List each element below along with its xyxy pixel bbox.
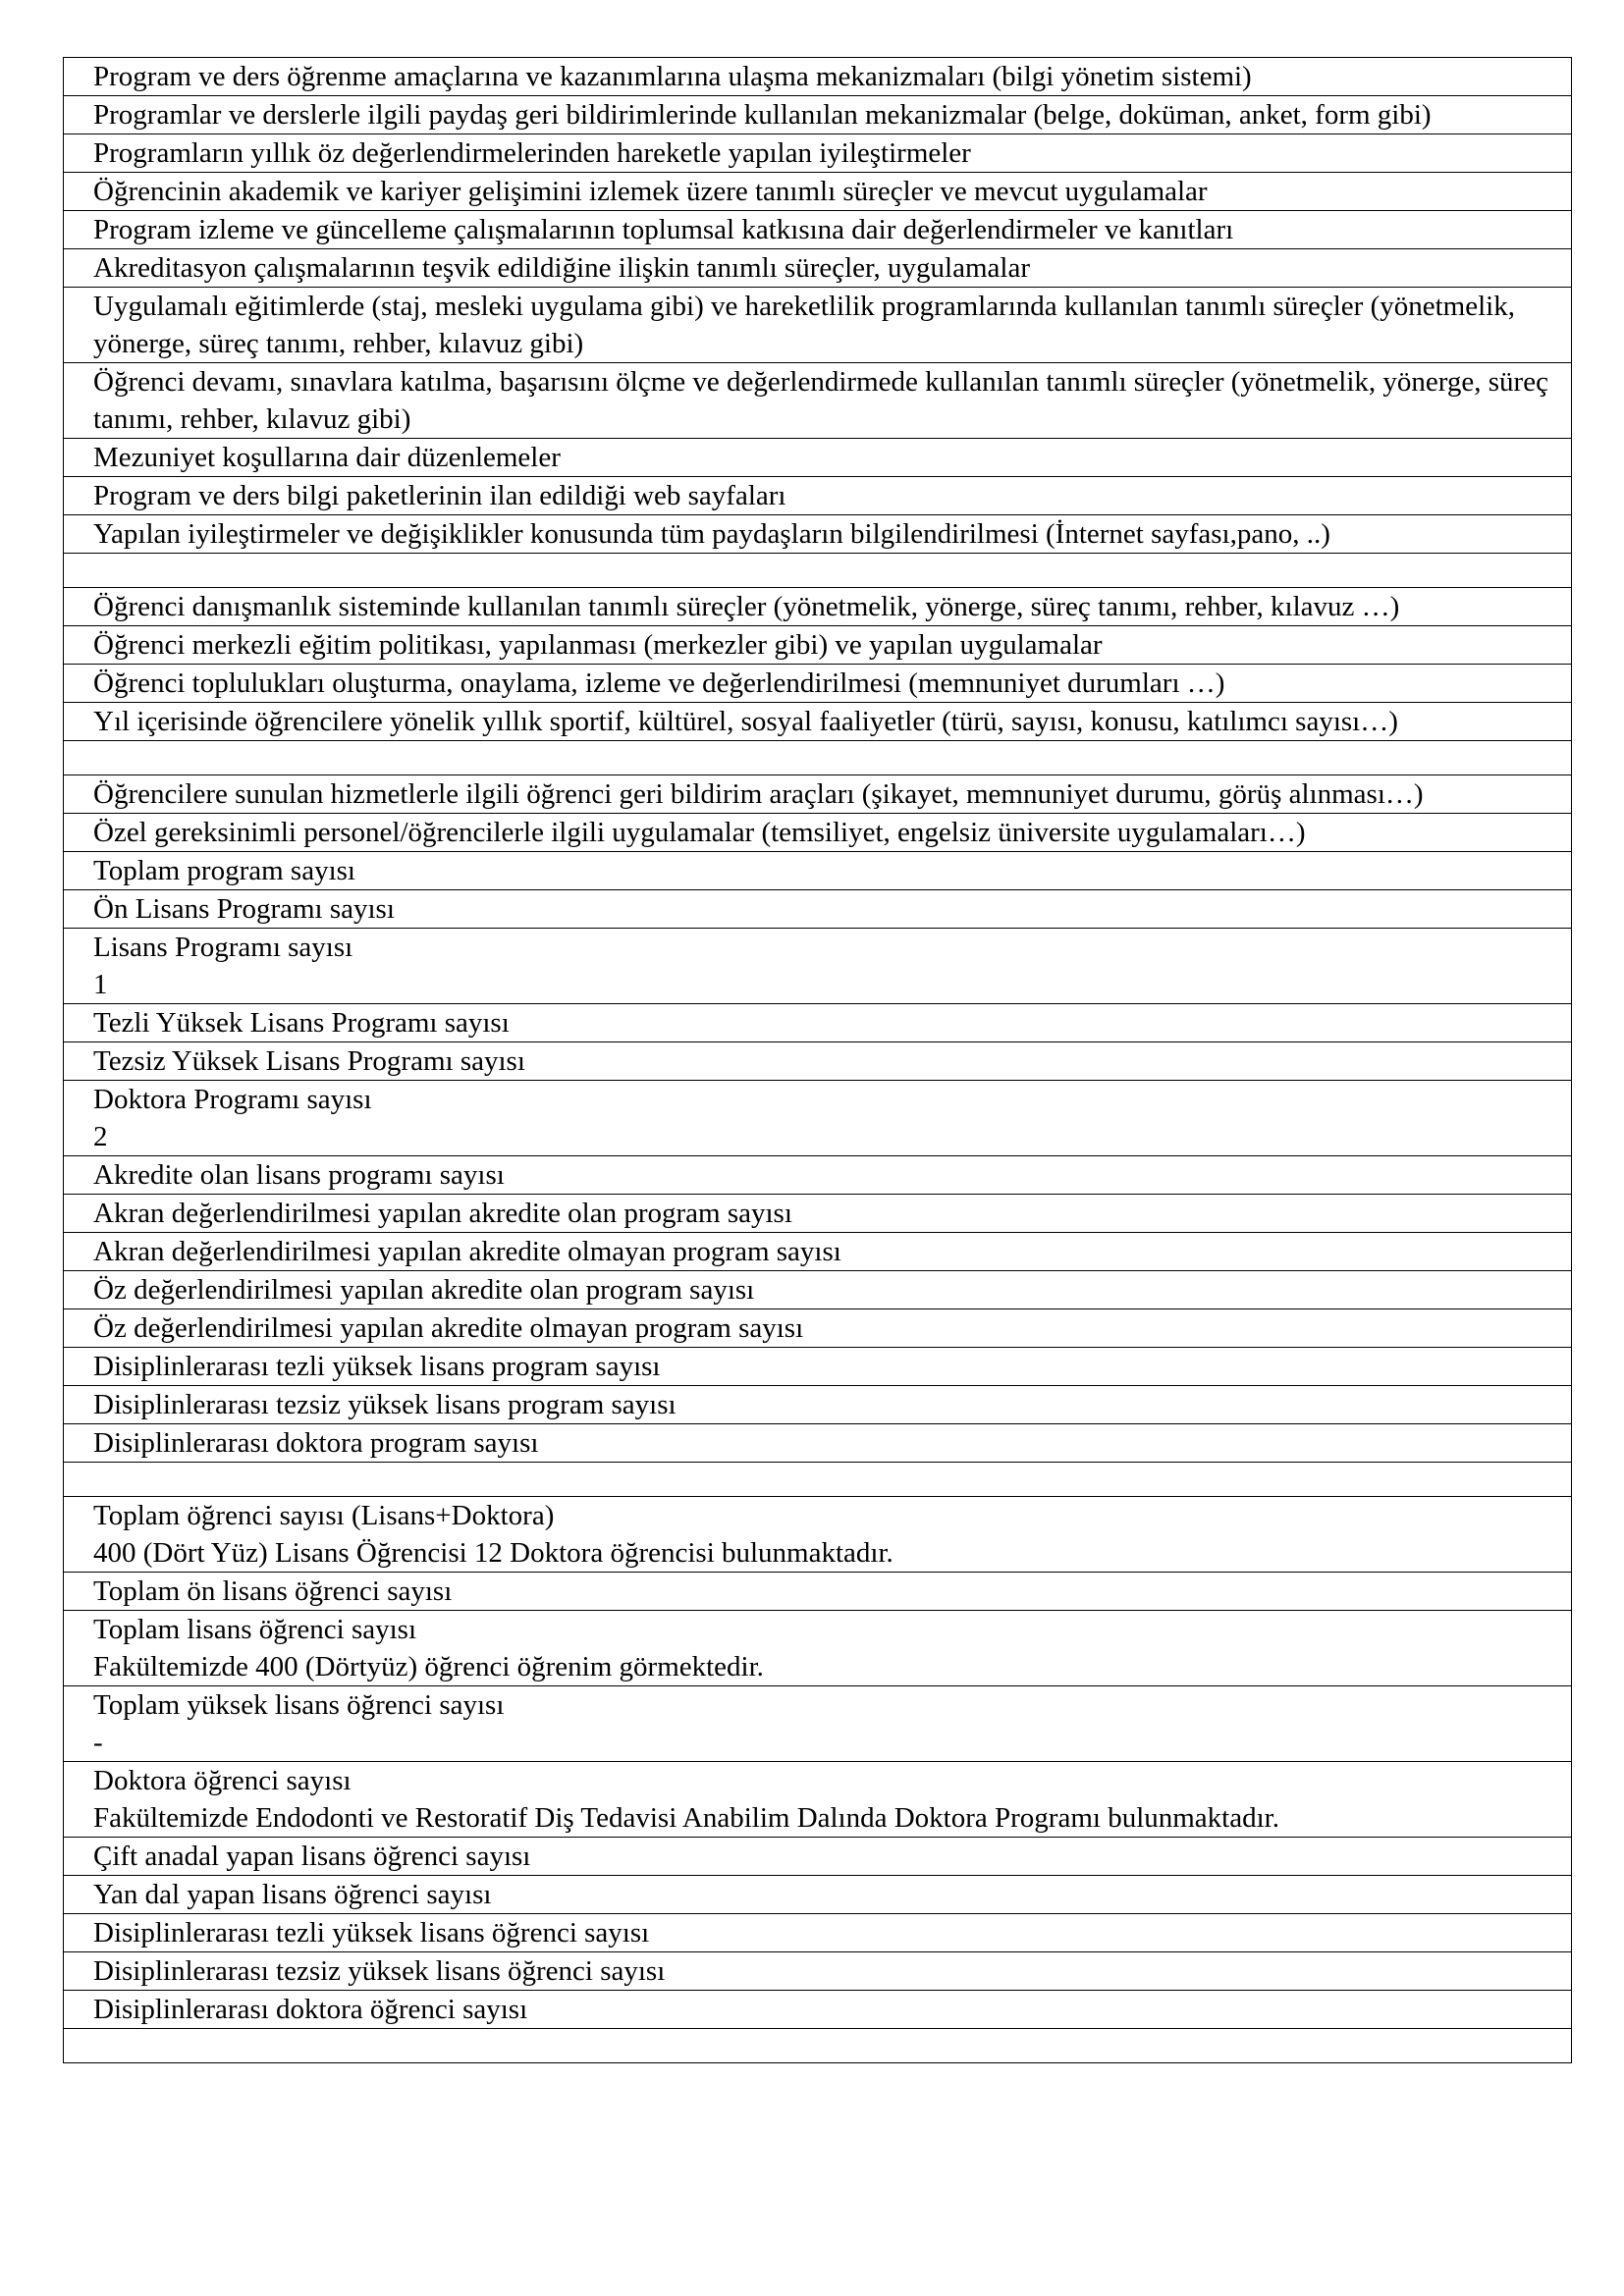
table-row [64,134,1572,173]
row-label: Yapılan iyileştirmeler ve değişiklikler konusunda tüm paydaşların bilgilendirilmesi (İnternet sayfası,pano, ..) [93,518,1330,550]
table-row [64,1762,1572,1838]
row-label: Toplam öğrenci sayısı (Lisans+Doktora) [93,1500,555,1531]
row-label: Disiplinlerarası tezli yüksek lisans öğrenci sayısı [93,1917,650,1949]
table-row [64,1573,1572,1611]
table-cell [64,1611,1572,1686]
document-table [63,57,1572,2063]
table-row [64,929,1572,1004]
table-cell [64,626,1572,665]
row-label: Öğrenci danışmanlık sisteminde kullanılan tanımlı süreçler (yönetmelik, yönerge, süreç tanımı, rehber, kılavuz …) [93,591,1400,622]
table-row [64,626,1572,665]
row-label: Öğrencinin akademik ve kariyer gelişimini izlemek üzere tanımlı süreçler ve mevcut uygulamalar [93,176,1208,207]
empty-table-cell [64,1463,1572,1497]
table-cell [64,1004,1572,1042]
row-label: Programların yıllık öz değerlendirmelerinden hareketle yapılan iyileştirmeler [93,137,971,169]
table-cell [64,288,1572,363]
row-label: Disiplinlerarası doktora öğrenci sayısı [93,1994,528,2025]
table-row [64,515,1572,554]
table-cell [64,96,1572,134]
row-label: Özel gereksinimli personel/öğrencilerle ilgili uygulamalar (temsiliyet, engelsiz üniversite uygulamaları…) [93,817,1306,848]
row-label: Program izleme ve güncelleme çalışmalarının toplumsal katkısına dair değerlendirmeler ve kanıtları [93,214,1234,245]
table-cell [64,1991,1572,2029]
row-label: Çift anadal yapan lisans öğrenci sayısı [93,1841,531,1872]
table-row [64,1004,1572,1042]
row-label: Öğrenci toplulukları oluşturma, onaylama, izleme ve değerlendirilmesi (memnuniyet durumları …) [93,667,1225,699]
table-cell [64,665,1572,703]
empty-table-cell [64,2029,1572,2063]
table-row [64,588,1572,626]
row-label: Öğrenci merkezli eğitim politikası, yapılanması (merkezler gibi) ve yapılan uygulamalar [93,629,1103,661]
table-row [64,1952,1572,1991]
table-row [64,363,1572,439]
table-row [64,852,1572,890]
table-cell [64,814,1572,852]
row-label: Uygulamalı eğitimlerde (staj, mesleki uygulama gibi) ve hareketlilik programlarında kullanılan tanımlı süreçler (yönetmelik, yönerge, süreç tanımı, rehber, kılavuz gibi) [93,291,1515,359]
row-label: Öz değerlendirilmesi yapılan akredite olan program sayısı [93,1274,755,1306]
table-cell [64,1914,1572,1952]
table-cell [64,363,1572,439]
row-label: Yıl içerisinde öğrencilere yönelik yıllık sportif, kültürel, sosyal faaliyetler (türü, sayısı, konusu, katılımcı sayısı…) [93,706,1398,737]
row-label: Öğrencilere sunulan hizmetlerle ilgili öğrenci geri bildirim araçları (şikayet, memnuniyet durumu, görüş alınması…) [93,778,1424,810]
row-value: Fakültemizde 400 (Dörtyüz) öğrenci öğrenim görmektedir. [93,1651,764,1682]
table-row [64,439,1572,477]
row-label: Tezsiz Yüksek Lisans Programı sayısı [93,1045,525,1077]
row-label: Programlar ve derslerle ilgili paydaş geri bildirimlerinde kullanılan mekanizmalar (belge, doküman, anket, form gibi) [93,99,1432,131]
table-row [64,741,1572,775]
row-label: Yan dal yapan lisans öğrenci sayısı [93,1879,492,1910]
table-row [64,1914,1572,1952]
row-label: Doktora öğrenci sayısı [93,1765,352,1796]
row-label: Disiplinlerarası tezsiz yüksek lisans program sayısı [93,1389,677,1420]
table-cell [64,588,1572,626]
table-row [64,554,1572,588]
row-value: 400 (Dört Yüz) Lisans Öğrencisi 12 Doktora öğrencisi bulunmaktadır. [93,1537,893,1569]
table-cell [64,1573,1572,1611]
table-row [64,1309,1572,1348]
table-row [64,1463,1572,1497]
table-row [64,890,1572,929]
table-cell [64,1156,1572,1195]
table-cell [64,477,1572,515]
table-cell [64,1233,1572,1271]
table-row [64,249,1572,288]
row-label: Disiplinlerarası tezsiz yüksek lisans öğrenci sayısı [93,1955,666,1987]
row-value: - [93,1727,103,1758]
table-cell [64,173,1572,211]
table-cell [64,1271,1572,1309]
table-cell [64,852,1572,890]
row-label: Öz değerlendirilmesi yapılan akredite olmayan program sayısı [93,1312,804,1344]
table-row [64,1348,1572,1386]
table-row [64,211,1572,249]
table-row [64,775,1572,814]
row-value: Fakültemizde Endodonti ve Restoratif Diş Tedavisi Anabilim Dalında Doktora Programı bulunmaktadır. [93,1802,1279,1834]
row-label: Lisans Programı sayısı [93,932,353,963]
table-cell [64,211,1572,249]
row-label: Akran değerlendirilmesi yapılan akredite olmayan program sayısı [93,1236,841,1267]
table-cell [64,1081,1572,1156]
table-row [64,665,1572,703]
row-label: Akredite olan lisans programı sayısı [93,1159,505,1191]
table-cell [64,890,1572,929]
row-label: Program ve ders bilgi paketlerinin ilan edildiği web sayfaları [93,480,786,511]
table-row [64,1042,1572,1081]
row-label: Ön Lisans Programı sayısı [93,893,395,925]
empty-table-cell [64,741,1572,775]
table-cell [64,1952,1572,1991]
table-cell [64,703,1572,741]
empty-table-cell [64,554,1572,588]
table-cell [64,1497,1572,1573]
table-row [64,1991,1572,2029]
table-row [64,1838,1572,1876]
table-row [64,1386,1572,1424]
row-label: Program ve ders öğrenme amaçlarına ve kazanımlarına ulaşma mekanizmaları (bilgi yönetim sistemi) [93,61,1252,92]
table-row [64,1611,1572,1686]
table-row [64,1497,1572,1573]
table-cell [64,1424,1572,1463]
row-label: Doktora Programı sayısı [93,1084,372,1115]
row-label: Toplam ön lisans öğrenci sayısı [93,1575,453,1607]
row-label: Öğrenci devamı, sınavlara katılma, başarısını ölçme ve değerlendirmede kullanılan tanımlı süreçler (yönetmelik, yönerge, süreç tanımı, rehber, kılavuz gibi) [93,366,1548,435]
table-row [64,1081,1572,1156]
table-cell [64,134,1572,173]
table-cell [64,1042,1572,1081]
table-row [64,173,1572,211]
table-row [64,1156,1572,1195]
table-row [64,477,1572,515]
table-cell [64,1309,1572,1348]
table-cell [64,775,1572,814]
table-row [64,288,1572,363]
table-cell [64,58,1572,96]
table-row [64,1271,1572,1309]
document-table-body [64,58,1572,2063]
row-label: Toplam yüksek lisans öğrenci sayısı [93,1689,505,1721]
row-label: Toplam program sayısı [93,855,355,886]
table-row [64,1233,1572,1271]
table-cell [64,1348,1572,1386]
table-cell [64,1876,1572,1914]
row-label: Mezuniyet koşullarına dair düzenlemeler [93,442,561,473]
table-cell [64,1686,1572,1762]
table-row [64,1424,1572,1463]
row-label: Disiplinlerarası doktora program sayısı [93,1427,539,1459]
table-cell [64,1838,1572,1876]
table-row [64,1686,1572,1762]
table-row [64,1876,1572,1914]
row-value: 2 [93,1121,108,1152]
table-cell [64,249,1572,288]
table-row [64,814,1572,852]
table-cell [64,439,1572,477]
row-label: Disiplinlerarası tezli yüksek lisans program sayısı [93,1351,661,1382]
table-cell [64,1386,1572,1424]
table-cell [64,929,1572,1004]
table-cell [64,1762,1572,1838]
row-label: Tezli Yüksek Lisans Programı sayısı [93,1007,510,1039]
table-row [64,96,1572,134]
row-label: Akran değerlendirilmesi yapılan akredite olan program sayısı [93,1198,792,1229]
table-cell [64,1195,1572,1233]
table-row [64,1195,1572,1233]
table-row [64,703,1572,741]
table-row [64,2029,1572,2063]
row-value: 1 [93,969,108,1000]
row-label: Akreditasyon çalışmalarının teşvik edildiğine ilişkin tanımlı süreçler, uygulamalar [93,252,1030,284]
table-cell [64,515,1572,554]
row-label: Toplam lisans öğrenci sayısı [93,1614,416,1645]
table-row [64,58,1572,96]
